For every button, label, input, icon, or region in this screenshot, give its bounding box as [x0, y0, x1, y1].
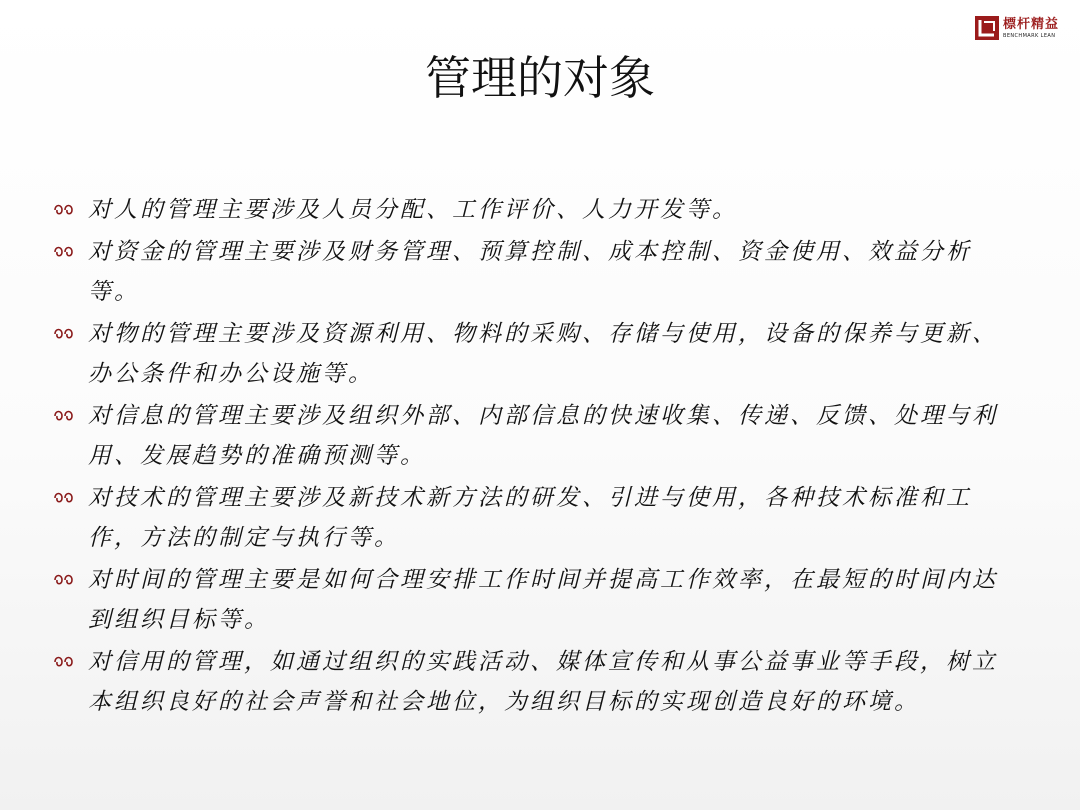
bullet-text: 对技术的管理主要涉及新技术新方法的研发、引进与使用，各种技术标准和工作，方法的制定与执行等。	[88, 485, 972, 551]
slide-title: 管理的对象	[425, 51, 655, 105]
bullet-item-people	[52, 190, 1020, 230]
brand-logo	[975, 14, 1070, 42]
scroll-ornament-icon	[52, 244, 78, 260]
scroll-ornament-icon	[52, 202, 78, 218]
scroll-ornament-icon	[52, 572, 78, 588]
bullet-text: 对时间的管理主要是如何合理安排工作时间并提高工作效率，在最短的时间内达到组织目标等。	[88, 567, 998, 633]
bullet-item-time	[52, 560, 1020, 640]
bullet-text: 对资金的管理主要涉及财务管理、预算控制、成本控制、资金使用、效益分析等。	[88, 239, 972, 305]
logo-text-cn: 標杆精益	[1003, 16, 1060, 32]
bullet-item-credit	[52, 642, 1020, 722]
bullet-item-information	[52, 396, 1020, 476]
scroll-ornament-icon	[52, 408, 78, 424]
bullet-list	[52, 190, 1020, 724]
bullet-item-technology	[52, 478, 1020, 558]
bullet-item-materials	[52, 314, 1020, 394]
logo-mark-icon	[975, 16, 999, 40]
scroll-ornament-icon	[52, 326, 78, 342]
bullet-text: 对人的管理主要涉及人员分配、工作评价、人力开发等。	[88, 197, 738, 223]
bullet-item-funds	[52, 232, 1020, 312]
bullet-text: 对信用的管理，如通过组织的实践活动、媒体宣传和从事公益事业等手段，树立本组织良好的社会声誉和社会地位，为组织目标的实现创造良好的环境。	[88, 649, 998, 715]
bullet-text: 对物的管理主要涉及资源利用、物料的采购、存储与使用，设备的保养与更新、办公条件和办公设施等。	[88, 321, 998, 387]
scroll-ornament-icon	[52, 654, 78, 670]
logo-text	[1003, 18, 1059, 39]
scroll-ornament-icon	[52, 490, 78, 506]
bullet-text: 对信息的管理主要涉及组织外部、内部信息的快速收集、传递、反馈、处理与利用、发展趋势的准确预测等。	[88, 403, 998, 469]
logo-text-en: BENCHMARK LEAN	[1003, 32, 1056, 39]
